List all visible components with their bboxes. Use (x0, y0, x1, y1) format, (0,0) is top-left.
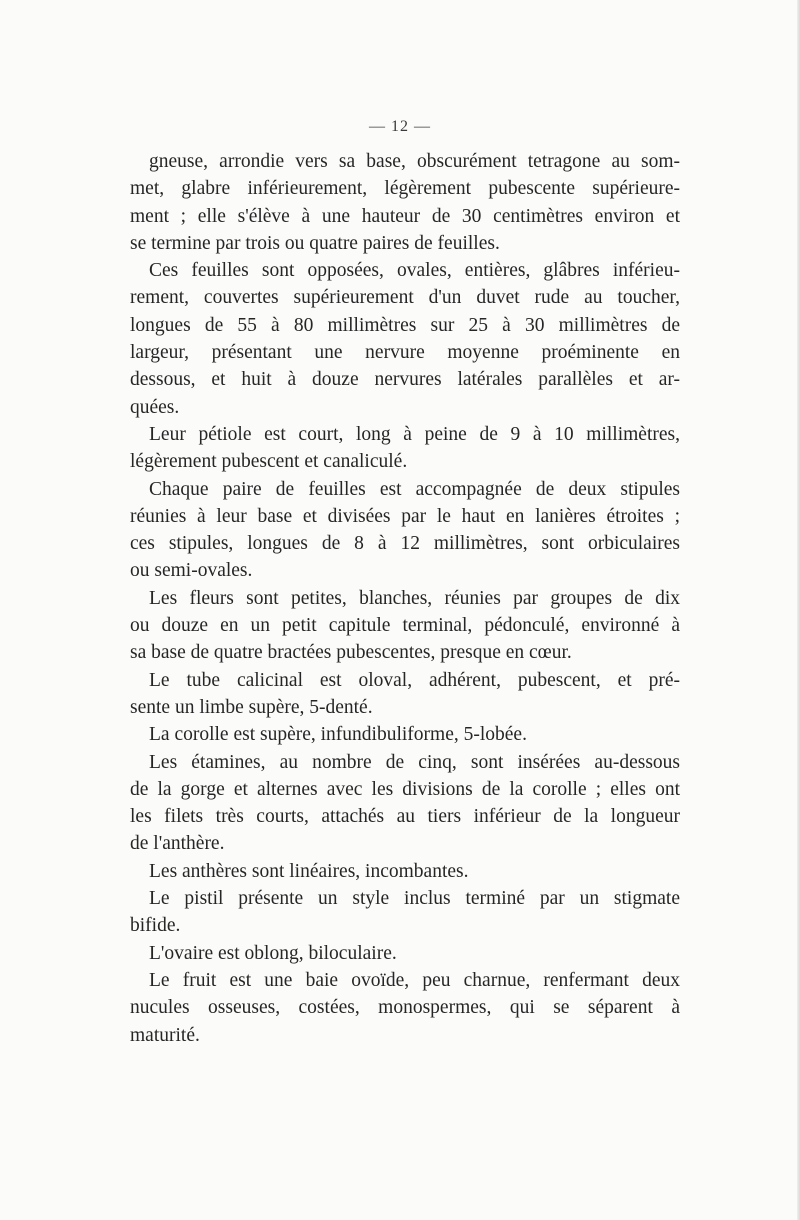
text-line: nucules osseuses, costées, monospermes, qui se séparent à (130, 997, 680, 1019)
body-text (130, 148, 680, 1049)
text-line: L'ovaire est oblong, biloculaire. (149, 942, 397, 964)
text-line: Ces feuilles sont opposées, ovales, entières, glâbres inférieu- (149, 260, 680, 282)
text-line: les filets très courts, attachés au tiers inférieur de la longueur (130, 806, 680, 828)
paragraph (130, 667, 680, 722)
text-line: quées. (130, 396, 180, 418)
text-line: ces stipules, longues de 8 à 12 millimètres, sont orbiculaires (130, 533, 680, 555)
text-line: gneuse, arrondie vers sa base, obscurément tetragone au som- (149, 151, 680, 172)
text-line: Leur pétiole est court, long à peine de 9 à 10 millimètres, (149, 423, 680, 445)
text-line: longues de 55 à 80 millimètres sur 25 à 30 millimètres de (130, 314, 680, 336)
text-line: Le pistil présente un style inclus terminé par un stigmate (149, 888, 680, 910)
paragraph (130, 749, 680, 858)
text-line: largeur, présentant une nervure moyenne proéminente en (130, 342, 680, 364)
text-line: Les fleurs sont petites, blanches, réunies par groupes de dix (149, 587, 680, 609)
text-line: ment ; elle s'élève à une hauteur de 30 centimètres environ et (130, 205, 680, 227)
text-line: de la gorge et alternes avec les divisions de la corolle ; elles ont (130, 778, 680, 800)
paragraph (130, 721, 680, 748)
paragraph (130, 148, 680, 257)
text-line: se termine par trois ou quatre paires de feuilles. (130, 232, 500, 254)
text-line: Chaque paire de feuilles est accompagnée de deux stipules (149, 478, 680, 500)
paragraph (130, 257, 680, 421)
text-line: de l'anthère. (130, 833, 225, 855)
text-line: sa base de quatre bractées pubescentes, presque en cœur. (130, 642, 572, 664)
text-line: met, glabre inférieurement, légèrement pubescente supérieure- (130, 178, 680, 200)
text-line: rement, couvertes supérieurement d'un duvet rude au toucher, (130, 287, 680, 309)
text-line: sente un limbe supère, 5-denté. (130, 696, 373, 718)
paragraph (130, 940, 680, 967)
paragraph (130, 476, 680, 585)
text-line: Les anthères sont linéaires, incombantes. (149, 860, 469, 882)
text-line: maturité. (130, 1024, 200, 1046)
paragraph (130, 585, 680, 667)
text-line: réunies à leur base et divisées par le haut en lanières étroites ; (130, 505, 680, 527)
text-line: ou douze en un petit capitule terminal, pédonculé, environné à (130, 615, 680, 637)
text-line: Le fruit est une baie ovoïde, peu charnue, renfermant deux (149, 969, 680, 991)
page-number: — 12 — (369, 118, 431, 135)
text-line: Le tube calicinal est oloval, adhérent, pubescent, et pré- (149, 669, 680, 691)
text-line: bifide. (130, 915, 181, 937)
paragraph (130, 885, 680, 940)
text-line: La corolle est supère, infundibuliforme, 5-lobée. (149, 724, 527, 746)
paragraph (130, 967, 680, 1049)
paragraph (130, 858, 680, 885)
text-line: légèrement pubescent et canaliculé. (130, 451, 408, 473)
paragraph (130, 421, 680, 476)
text-line: dessous, et huit à douze nervures latérales parallèles et ar- (130, 369, 680, 391)
text-line: Les étamines, au nombre de cinq, sont insérées au-dessous (149, 751, 680, 773)
text-line: ou semi-ovales. (130, 560, 253, 582)
